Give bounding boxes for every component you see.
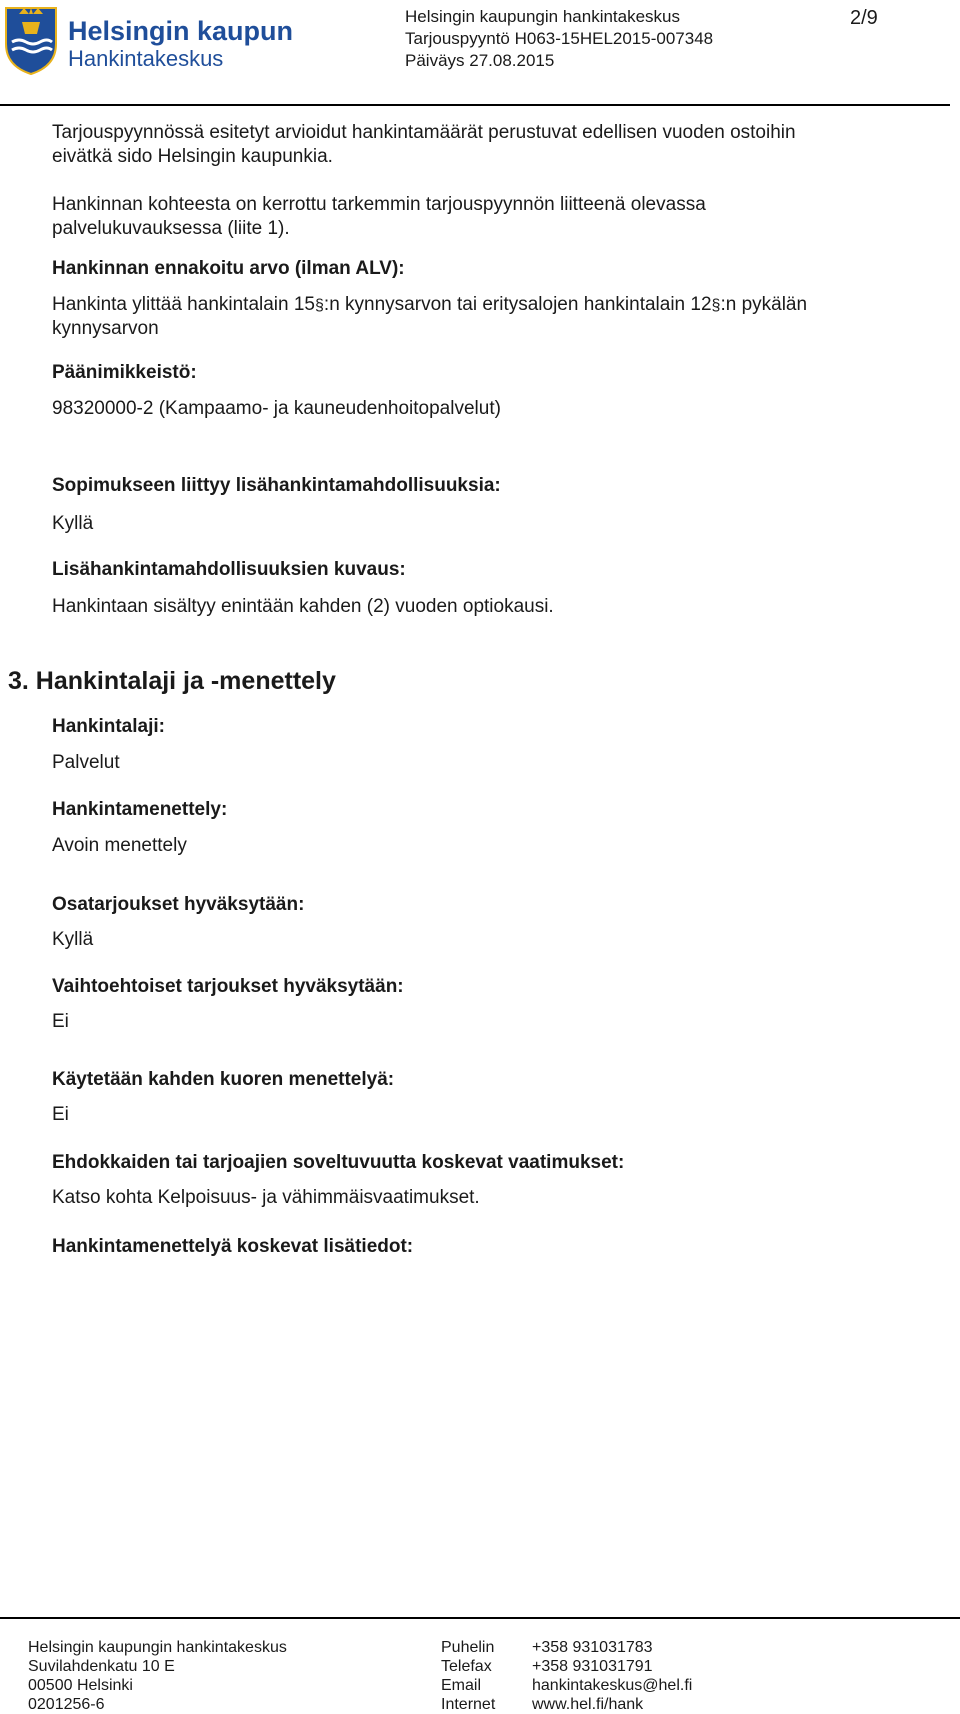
section-symbol-2: § [711, 297, 721, 314]
header-divider [0, 104, 950, 106]
value-text-a: Hankinta ylittää hankintalain 15 [52, 294, 316, 315]
footer-divider [0, 1617, 960, 1619]
additional-info-label: Hankintamenettelyä koskevat lisätiedot: [52, 1236, 414, 1257]
cpv-value: 98320000-2 (Kampaamo- ja kauneudenhoitopalvelut) [52, 398, 501, 419]
suitability-label: Ehdokkaiden tai tarjoajien soveltuvuutta koskevat vaatimukset: [52, 1152, 625, 1173]
footer-email-link[interactable]: hankintakeskus@hel.fi [532, 1677, 693, 1694]
header-meta [405, 6, 713, 72]
estimated-value-line2: kynnysarvon [52, 318, 159, 339]
para1-line2: eivätkä sido Helsingin kaupunkia. [52, 146, 333, 167]
footer-phone-value: +358 931031783 [532, 1639, 653, 1656]
para2-line1: Hankinnan kohteesta on kerrottu tarkemmin tarjouspyynnön liitteenä olevassa [52, 194, 706, 215]
footer-contact-labels [441, 1638, 495, 1714]
logo-line2: Hankintakeskus [68, 46, 224, 71]
options-label: Sopimukseen liittyy lisähankintamahdollisuuksia: [52, 475, 501, 496]
procedure-value: Avoin menettely [52, 835, 187, 856]
page-number: 2/9 [850, 7, 878, 29]
header-ref: Tarjouspyyntö H063-15HEL2015-007348 [405, 29, 714, 48]
options-value: Kyllä [52, 513, 94, 534]
partial-bids-value: Kyllä [52, 929, 94, 950]
footer-address-line: Helsingin kaupungin hankintakeskus [28, 1639, 287, 1656]
procurement-type-label: Hankintalaji: [52, 716, 165, 737]
options-desc-label: Lisähankintamahdollisuuksien kuvaus: [52, 559, 406, 580]
section3-title: 3. Hankintalaji ja -menettely [8, 667, 336, 695]
footer-contact-values [532, 1638, 692, 1714]
footer-website-link[interactable]: www.hel.fi/hank [532, 1696, 644, 1713]
estimated-value-line1 [52, 293, 807, 318]
partial-bids-label: Osatarjoukset hyväksytään: [52, 894, 305, 915]
header-date: Päiväys 27.08.2015 [405, 51, 555, 70]
procurement-type-value: Palvelut [52, 752, 120, 773]
footer-fax-value: +358 931031791 [532, 1658, 653, 1675]
two-envelope-value: Ei [52, 1104, 69, 1125]
helsinki-crest-icon [4, 6, 294, 76]
value-text-b: :n kynnysarvon tai eritysalojen hankintalain 12 [323, 294, 712, 315]
footer-phone-label: Puhelin [441, 1639, 495, 1656]
para2-line2: palvelukuvauksessa (liite 1). [52, 218, 290, 239]
value-text-c: :n pykälän [720, 294, 808, 315]
header-org: Helsingin kaupungin hankintakeskus [405, 7, 681, 26]
two-envelope-label: Käytetään kahden kuoren menettelyä: [52, 1069, 395, 1090]
footer-fax-label: Telefax [441, 1658, 492, 1675]
logo-line1: Helsingin kaupunki [68, 16, 294, 46]
procedure-label: Hankintamenettely: [52, 799, 228, 820]
options-desc-value: Hankintaan sisältyy enintään kahden (2) vuoden optiokausi. [52, 596, 554, 617]
footer-internet-label: Internet [441, 1696, 496, 1713]
footer-address-line: 0201256-6 [28, 1696, 105, 1713]
helsinki-logo [4, 6, 294, 76]
footer-email-label: Email [441, 1677, 482, 1694]
suitability-value: Katso kohta Kelpoisuus- ja vähimmäisvaatimukset. [52, 1187, 480, 1208]
section-symbol-1: § [315, 297, 324, 314]
alternative-bids-value: Ei [52, 1011, 69, 1032]
para1-line1: Tarjouspyynnössä esitetyt arvioidut hankintamäärät perustuvat edellisen vuoden ostoihin [52, 122, 796, 143]
alternative-bids-label: Vaihtoehtoiset tarjoukset hyväksytään: [52, 976, 404, 997]
cpv-label: Päänimikkeistö: [52, 362, 197, 383]
estimated-value-label: Hankinnan ennakoitu arvo (ilman ALV): [52, 258, 405, 279]
footer-address [28, 1638, 287, 1714]
footer-address-line: 00500 Helsinki [28, 1677, 133, 1694]
footer-address-line: Suvilahdenkatu 10 E [28, 1658, 175, 1675]
